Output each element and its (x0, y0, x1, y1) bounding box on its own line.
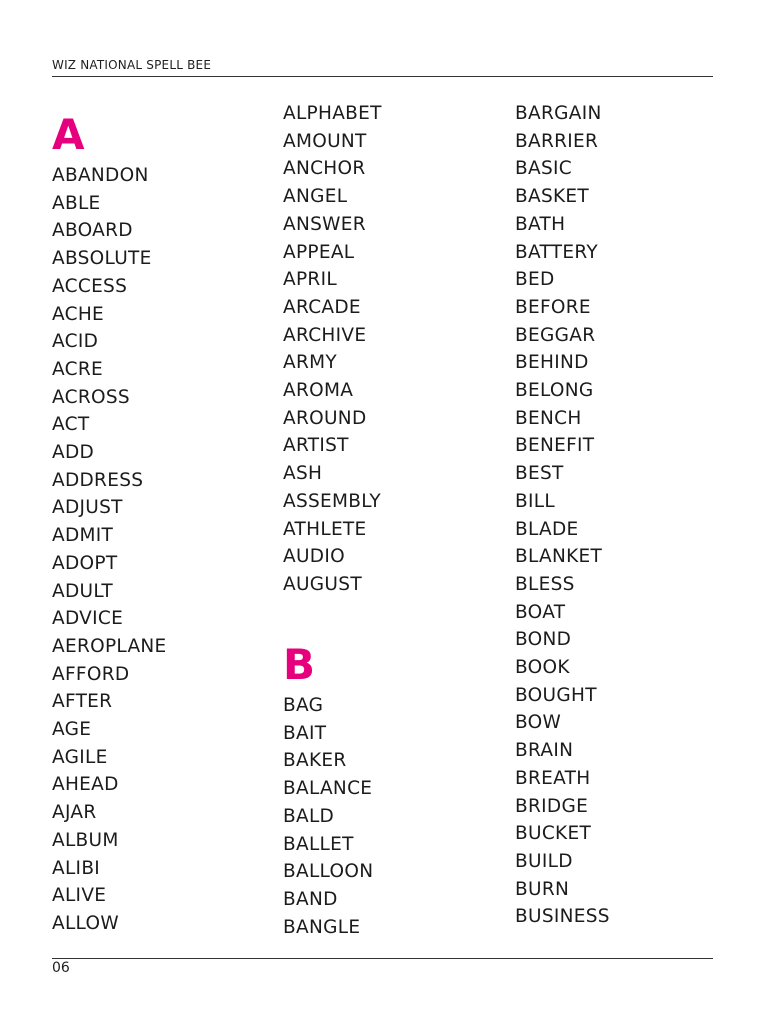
word-item: BILL (515, 490, 555, 512)
word-item: ADOPT (52, 552, 118, 574)
word-item: APPEAL (283, 241, 355, 263)
word-item: ABLE (52, 192, 101, 214)
word-item: BUCKET (515, 823, 592, 845)
word-item: ACRE (52, 358, 103, 380)
header-divider (52, 76, 713, 77)
word-item: ADMIT (52, 525, 114, 547)
word-item: ASH (283, 463, 323, 485)
word-item: ANSWER (283, 213, 366, 235)
word-item: BENEFIT (515, 435, 595, 457)
word-item: BATTERY (515, 241, 598, 263)
word-item: BREATH (515, 767, 591, 789)
word-item: AFFORD (52, 663, 130, 685)
word-item: BARRIER (515, 130, 599, 152)
word-item: BASKET (515, 186, 590, 208)
word-item: ASSEMBLY (283, 490, 382, 512)
word-item: BEST (515, 463, 564, 485)
word-item: BRAIN (515, 740, 574, 762)
word-item: AUDIO (283, 546, 345, 568)
word-item: BASIC (515, 158, 572, 180)
word-item: BURN (515, 878, 570, 900)
word-item: BELONG (515, 380, 594, 401)
word-item: BOW (515, 712, 562, 734)
word-item: ALIBI (52, 857, 101, 879)
word-item: ALBUM (52, 829, 119, 851)
word-item: BED (515, 269, 555, 291)
word-item: BOOK (515, 657, 570, 678)
word-item: ADD (52, 442, 95, 463)
word-item: AJAR (52, 802, 97, 824)
word-item: BALD (283, 805, 335, 827)
word-item: BAG (283, 695, 324, 716)
word-item: ACHE (52, 303, 105, 325)
word-item: ANCHOR (283, 158, 366, 180)
word-item: ACROSS (52, 386, 130, 408)
word-item: ARCHIVE (283, 324, 367, 346)
word-item: BENCH (515, 407, 582, 429)
section-letter-b: B (283, 640, 316, 689)
word-item: AGILE (52, 746, 108, 768)
page-number: 06 (52, 960, 70, 976)
word-item: BARGAIN (515, 103, 602, 124)
word-item: ARTIST (283, 435, 349, 457)
word-item: AROUND (283, 407, 367, 429)
word-item: ALLOW (52, 912, 119, 934)
word-item: BLANKET (515, 546, 603, 568)
word-item: BUSINESS (515, 906, 610, 928)
word-item: BOAT (515, 601, 566, 623)
word-item: AHEAD (52, 774, 119, 796)
word-item: ABOARD (52, 220, 133, 242)
word-item: AEROPLANE (52, 635, 167, 657)
word-item: AFTER (52, 691, 113, 713)
word-item: AMOUNT (283, 130, 367, 152)
word-item: BANGLE (283, 916, 361, 938)
word-item: AGE (52, 719, 92, 740)
word-item: BALANCE (283, 778, 373, 800)
word-item: ADJUST (52, 497, 123, 519)
word-item: BOND (515, 629, 572, 651)
word-item: AROMA (283, 380, 354, 401)
word-item: BEFORE (515, 296, 591, 318)
word-item: BEGGAR (515, 324, 596, 346)
word-item: ADVICE (52, 608, 124, 630)
word-item: ATHLETE (283, 518, 367, 540)
word-item: ANGEL (283, 186, 348, 208)
word-item: BLESS (515, 573, 575, 595)
word-item: ABANDON (52, 165, 149, 186)
word-item: BALLET (283, 833, 354, 855)
word-item: ALIVE (52, 885, 107, 907)
word-item: ACID (52, 331, 99, 353)
word-item: ADDRESS (52, 469, 144, 491)
word-item: BATH (515, 213, 566, 235)
word-item: ARCADE (283, 296, 361, 318)
word-item: BEHIND (515, 352, 589, 374)
word-item: ACCESS (52, 275, 128, 297)
word-item: BAKER (283, 750, 347, 772)
word-item: APRIL (283, 269, 337, 291)
word-item: ARMY (283, 352, 337, 374)
word-item: BUILD (515, 850, 573, 872)
footer-divider (52, 958, 713, 959)
word-item: BOUGHT (515, 684, 597, 706)
section-letter-a: A (52, 110, 85, 159)
word-item: ACT (52, 414, 90, 436)
word-item: BALLOON (283, 861, 374, 883)
word-item: BLADE (515, 518, 579, 540)
word-item: BAIT (283, 722, 327, 744)
page-header-title: WIZ NATIONAL SPELL BEE (52, 58, 212, 72)
word-item: BRIDGE (515, 795, 589, 817)
word-item: AUGUST (283, 573, 362, 595)
word-item: ALPHABET (283, 103, 382, 124)
word-item: BAND (283, 888, 338, 910)
word-item: ADULT (52, 580, 114, 602)
word-item: ABSOLUTE (52, 248, 152, 270)
